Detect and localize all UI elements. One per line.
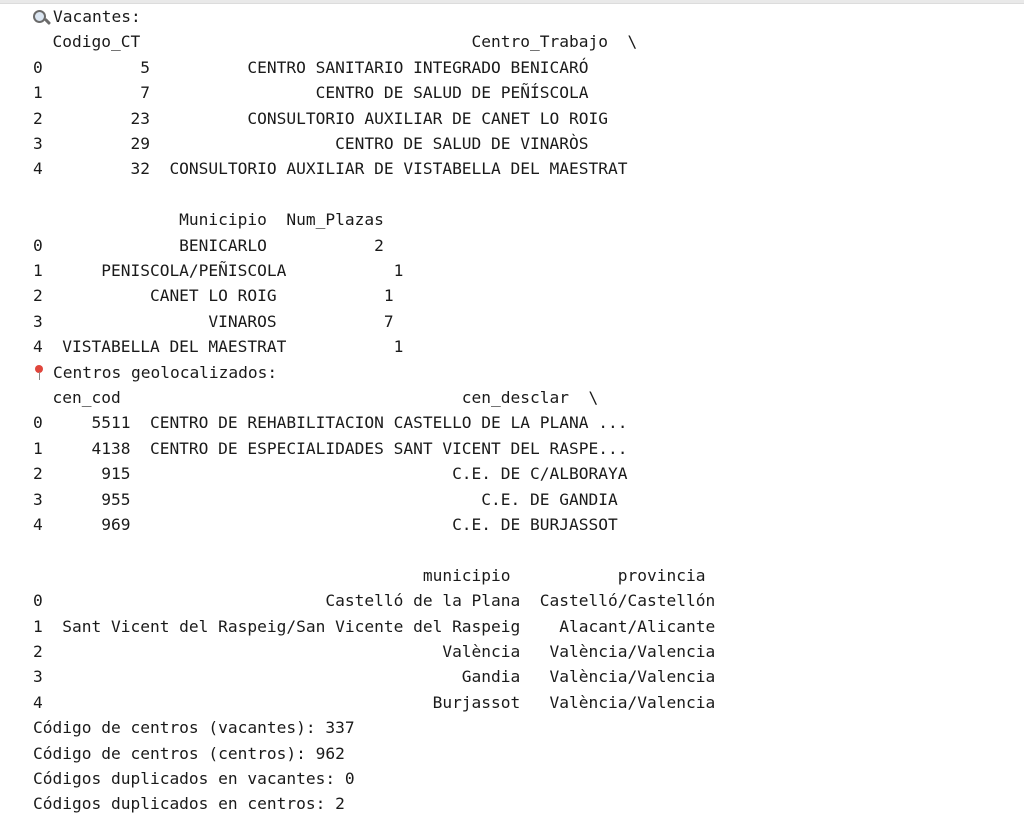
vacantes-row: 3 29 CENTRO DE SALUD DE VINARÒS: [33, 134, 589, 153]
vacantes-title: Vacantes:: [53, 7, 141, 26]
summary-line: Códigos duplicados en vacantes: 0: [33, 769, 355, 788]
vacantes-row: 0 5 CENTRO SANITARIO INTEGRADO BENICARÓ: [33, 57, 589, 77]
centros-row: 1 Sant Vicent del Raspeig/San Vicente del Raspeig Alacant/Alicante: [33, 616, 716, 636]
centros-row: 4 969 C.E. DE BURJASSOT: [33, 515, 618, 534]
centros-row: 3 Gandia València/Valencia: [33, 667, 716, 687]
vacantes-header-2: Municipio Num_Plazas: [33, 210, 384, 230]
summary-line: Código de centros (vacantes): 337: [33, 718, 355, 738]
centros-row: 2 915 C.E. DE C/ALBORAYA: [33, 464, 628, 484]
summary-line: Código de centros (centros): 962: [33, 743, 345, 763]
centros-title-line: [33, 360, 277, 385]
centros-header-2: municipio provincia: [33, 565, 706, 585]
centros-row: 4 Burjassot València/Valencia: [33, 692, 716, 712]
console-output: [33, 4, 1013, 822]
vacantes-row: 0 BENICARLO 2: [33, 235, 384, 255]
centros-header-1: cen_cod cen_desclar \: [33, 388, 599, 407]
centros-title: Centros geolocalizados:: [53, 362, 278, 382]
centros-row: 0 5511 CENTRO DE REHABILITACION CASTELLO DE LA PLANA ...: [33, 413, 628, 433]
vacantes-header-1: Codigo_CT Centro_Trabajo \: [33, 32, 638, 52]
centros-row: 2 València València/Valencia: [33, 642, 716, 661]
centros-row: 0 Castelló de la Plana Castelló/Castellón: [33, 591, 716, 611]
centros-row: 3 955 C.E. DE GANDIA: [33, 489, 618, 509]
vacantes-row: 2 23 CONSULTORIO AUXILIAR DE CANET LO ROIG: [33, 108, 608, 128]
centros-row: 1 4138 CENTRO DE ESPECIALIDADES SANT VICENT DEL RASPE...: [33, 438, 628, 458]
vacantes-row: 4 VISTABELLA DEL MAESTRAT 1: [33, 337, 404, 357]
vacantes-row: 4 32 CONSULTORIO AUXILIAR DE VISTABELLA DEL MAESTRAT: [33, 159, 628, 179]
vacantes-row: 3 VINAROS 7: [33, 311, 394, 331]
summary-line: Códigos duplicados en centros: 2: [33, 794, 345, 814]
vacantes-row: 1 PENISCOLA/PEÑISCOLA 1: [33, 261, 404, 280]
vacantes-row: 2 CANET LO ROIG 1: [33, 286, 394, 306]
vacantes-row: 1 7 CENTRO DE SALUD DE PEÑÍSCOLA: [33, 83, 589, 103]
vacantes-title-line: [33, 4, 141, 29]
